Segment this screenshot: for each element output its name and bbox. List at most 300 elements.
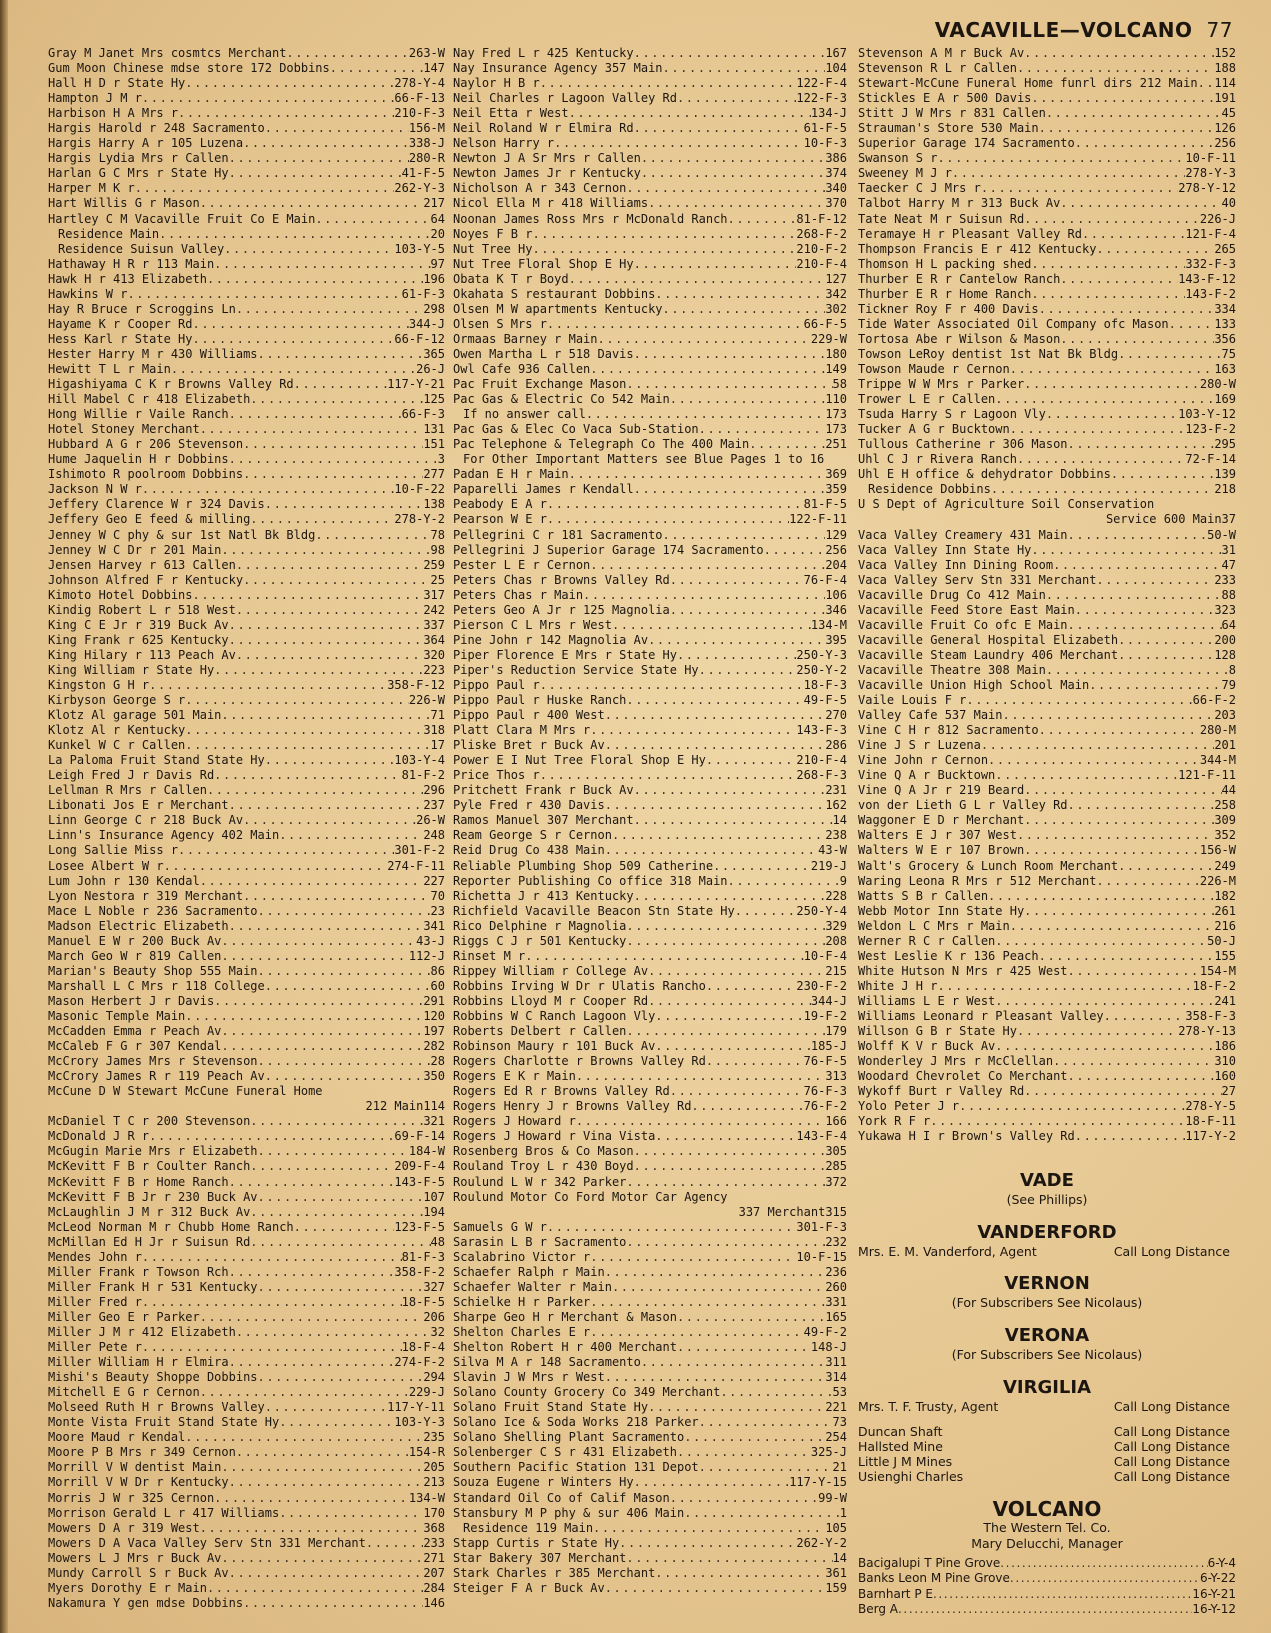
listing-name: Yukawa H I r Brown's Valley Rd <box>858 1129 1075 1144</box>
phone-number: 395 <box>825 632 847 647</box>
phone-number: 280-M <box>1199 723 1236 738</box>
header-title: VACAVILLE—VOLCANO <box>934 18 1193 42</box>
listing-name: Star Bakery 307 Merchant <box>453 1550 627 1565</box>
listing-entry <box>48 874 445 889</box>
listing-entry <box>858 528 1236 543</box>
listing-name: Pearson W E r <box>453 512 547 527</box>
phone-number: 295 <box>1214 437 1236 452</box>
listing-entry <box>48 1280 445 1295</box>
listing-name: Hawk H r 413 Elizabeth <box>48 271 207 286</box>
phone-number: 229-W <box>810 331 847 346</box>
agent-line <box>858 1399 1236 1414</box>
listing-entry <box>48 377 445 392</box>
listing-entry <box>48 889 445 904</box>
phone-number: 165 <box>825 1309 847 1324</box>
dot-leader <box>258 1054 431 1069</box>
dot-leader <box>236 1325 431 1340</box>
phone-number: 231 <box>825 783 847 798</box>
dot-leader <box>995 1039 1214 1054</box>
listing-entry <box>453 663 847 678</box>
listing-entry <box>453 919 847 934</box>
listing-name: Walters W E r 107 Brown <box>858 843 1025 858</box>
dot-leader <box>164 859 388 874</box>
listing-entry <box>453 949 847 964</box>
listing-entry <box>858 603 1236 618</box>
phone-number: 60 <box>430 978 445 993</box>
listing-name: Marian's Beauty Shop 555 Main <box>48 963 258 978</box>
dot-leader <box>764 543 826 558</box>
listing-name: Owen Martha L r 518 Davis <box>453 346 634 361</box>
phone-number: 147 <box>423 61 445 76</box>
listing-name: Hayame K r Cooper Rd <box>48 316 193 331</box>
phone-number: 129 <box>825 527 847 542</box>
listing-name: Rogers Ed R r Browns Valley Rd <box>453 1084 670 1099</box>
listing-name: Mace L Noble r 236 Sacramento <box>48 903 258 918</box>
listing-name: von der Lieth G L r Valley Rd <box>858 798 1068 813</box>
dot-leader <box>952 166 1186 181</box>
phone-number: 329 <box>825 918 847 933</box>
dot-leader <box>185 738 430 753</box>
phone-number: 191 <box>1214 91 1236 106</box>
listing-entry <box>48 1295 445 1310</box>
phone-number: 26-J <box>416 361 445 376</box>
listing-entry <box>48 1566 445 1581</box>
listing-name: Price Thos r <box>453 768 540 783</box>
phone-number: 251 <box>825 437 847 452</box>
dot-leader <box>1068 798 1215 813</box>
phone-number: 210-F-3 <box>394 106 445 121</box>
listing-name: March Geo W r 819 Callen <box>48 948 222 963</box>
listing-entry <box>48 528 445 543</box>
virgilia-entries <box>858 1424 1236 1484</box>
dot-leader <box>243 467 423 482</box>
dot-leader <box>540 678 804 693</box>
phone-number: 301-F-3 <box>796 1219 847 1234</box>
listing-entry <box>453 181 847 196</box>
listing-entry <box>48 964 445 979</box>
virgilia-entry <box>858 1424 1236 1439</box>
phone-number: 75 <box>1221 346 1236 361</box>
phone-number: 291 <box>423 993 445 1008</box>
listing-entry <box>48 558 445 573</box>
listing-name: Jackson N W r <box>48 482 142 497</box>
listing-name: Piper Florence E Mrs r State Hy <box>453 647 677 662</box>
listing-name: Peters Chas r Main <box>453 587 584 602</box>
listing-name: Neil Charles r Lagoon Valley Rd <box>453 91 677 106</box>
listing-entry <box>453 843 847 858</box>
listing-name: McCune D W Stewart McCune Funeral Home <box>48 1084 323 1099</box>
phone-number: 143-F-4 <box>796 1129 847 1144</box>
listing-name: For Other Important Matters see Blue Pages 1 to 16 <box>463 452 825 467</box>
dot-leader <box>634 257 797 272</box>
listing-entry <box>48 1144 445 1159</box>
listing-entry <box>453 257 847 272</box>
listing-name: Schaefer Ralph r Main <box>453 1264 605 1279</box>
listing-entry <box>858 1099 1236 1114</box>
listing-name: Jenney W C Dr r 201 Main <box>48 542 222 557</box>
listing-name: Ramos Manuel 307 Merchant <box>453 813 634 828</box>
listing-entry <box>48 181 445 196</box>
phone-number: 139 <box>1214 467 1236 482</box>
listing-entry <box>858 813 1236 828</box>
listing-entry <box>858 242 1236 257</box>
dot-leader <box>250 512 394 527</box>
listing-name: Walters E J r 307 West <box>858 828 1017 843</box>
dot-leader <box>547 1220 797 1235</box>
phone-number: 197 <box>423 1024 445 1039</box>
dot-leader <box>706 979 797 994</box>
phone-number: 302 <box>825 301 847 316</box>
phone-number: 143-F-3 <box>796 723 847 738</box>
dot-leader <box>135 181 395 196</box>
listing-name: Vaca Valley Inn State Hy <box>858 542 1032 557</box>
phone-number: 103-Y-12 <box>1178 407 1236 422</box>
listing-entry <box>48 1581 445 1596</box>
listing-name: Rogers Charlotte r Browns Valley Rd <box>453 1054 706 1069</box>
listing-column-2 <box>453 46 847 1596</box>
phone-number: 280-W <box>1199 377 1236 392</box>
phone-number: 260 <box>825 1279 847 1294</box>
listing-name: Marshall L C Mrs r 118 College <box>48 978 265 993</box>
listing-entry <box>48 1355 445 1370</box>
dot-leader <box>221 543 430 558</box>
listing-entry <box>453 482 847 497</box>
dot-leader <box>1024 1084 1221 1099</box>
listing-name: Nut Tree Hy <box>453 241 533 256</box>
section-volcano <box>858 1498 1236 1616</box>
dot-leader <box>171 362 416 377</box>
dot-leader <box>265 753 395 768</box>
section-note: (For Subscribers See Nicolaus) <box>951 1347 1143 1363</box>
listing-entry <box>858 1129 1236 1144</box>
phone-number: 125 <box>423 392 445 407</box>
phone-number: 334 <box>1214 301 1236 316</box>
listing-entry <box>48 1506 445 1521</box>
dot-leader <box>634 783 826 798</box>
listing-entry <box>453 151 847 166</box>
dot-leader <box>655 1129 796 1144</box>
listing-name: Roulund L W r 342 Parker <box>453 1174 627 1189</box>
phone-number: 374 <box>825 166 847 181</box>
listing-name: Kirbyson George S r <box>48 693 186 708</box>
listing-name: Jeffery Geo E feed & milling <box>48 512 251 527</box>
listing-name: Pippo Paul r 400 West <box>453 708 605 723</box>
listing-entry <box>453 1295 847 1310</box>
dot-leader <box>229 151 409 166</box>
listing-name: McDonald J R r <box>48 1129 150 1144</box>
section-title: VOLCANO <box>992 1497 1102 1522</box>
entry-name: Duncan Shaft <box>858 1424 943 1440</box>
listing-entry <box>48 693 445 708</box>
phone-number: 327 <box>423 1279 445 1294</box>
listing-name: Kimoto Hotel Dobbins <box>48 587 193 602</box>
listing-name: Pellegrini J Superior Garage 174 Sacramento <box>453 542 764 557</box>
listing-entry <box>453 1099 847 1114</box>
phone-number: 218 <box>1214 482 1236 497</box>
phone-number: 301-F-2 <box>394 843 445 858</box>
listing-name: Rouland Troy L r 430 Boyd <box>453 1159 634 1174</box>
listing-name: Waring Leona R Mrs r 512 Merchant <box>858 873 1097 888</box>
listing-entry <box>48 362 445 377</box>
listing-name: Mowers D A r 319 West <box>48 1520 200 1535</box>
listing-name: Williams Leonard r Pleasant Valley <box>858 1009 1104 1023</box>
listing-name: Hathaway H R r 113 Main <box>48 256 215 271</box>
listing-name: Johnson Alfred F r Kentucky <box>48 572 244 587</box>
phone-number: 134-M <box>810 617 847 632</box>
phone-number: 58 <box>832 377 847 392</box>
dot-leader <box>1118 648 1214 663</box>
phone-number: 121-F-4 <box>1185 226 1236 241</box>
listing-name: Neil Roland W r Elmira Rd <box>453 121 634 136</box>
listing-entry <box>453 1205 847 1220</box>
phone-number: 122-F-3 <box>796 91 847 106</box>
phone-number: 131 <box>423 422 445 437</box>
phone-number: 66-F-13 <box>394 91 445 106</box>
dot-leader <box>648 196 825 211</box>
listing-name: 337 Merchant <box>738 1204 826 1219</box>
phone-number: 173 <box>825 407 847 422</box>
phone-number: 350 <box>423 1069 445 1084</box>
listing-name: Solano County Grocery Co 349 Merchant <box>453 1385 721 1400</box>
listing-name: La Paloma Fruit Stand State Hy <box>48 753 265 768</box>
listing-name: Noonan James Ross Mrs r McDonald Ranch <box>453 211 728 226</box>
listing-name: Libonati Jos E r Merchant <box>48 798 229 813</box>
listing-name: Willson G B r State Hy <box>858 1024 1017 1039</box>
dot-leader <box>142 91 395 106</box>
dot-leader <box>330 61 424 76</box>
phone-number: 204 <box>825 557 847 572</box>
listing-entry <box>48 482 445 497</box>
listing-entry <box>453 979 847 994</box>
listing-entry <box>858 76 1236 91</box>
listing-name: Roberts Delbert r Callen <box>453 1024 627 1039</box>
dot-leader <box>605 1581 826 1596</box>
listing-entry <box>858 377 1236 392</box>
listing-name: Stickles E A r 500 Davis <box>858 91 1032 106</box>
phone-number: 10-F-4 <box>803 948 847 963</box>
phone-number: 76-F-4 <box>803 572 847 587</box>
listing-name: Miller J M r 412 Elizabeth <box>48 1324 236 1339</box>
phone-number: 120 <box>423 1009 445 1023</box>
section-title: VIRGILIA <box>1002 1377 1092 1399</box>
listing-name: Vaca Valley Creamery 431 Main <box>858 527 1068 542</box>
dot-leader <box>178 843 394 858</box>
listing-entry <box>858 588 1236 603</box>
phone-number: 112-J <box>408 948 445 963</box>
dot-leader <box>684 1430 825 1445</box>
listing-name: Peters Geo A Jr r 125 Magnolia <box>453 602 670 617</box>
virgilia-entry <box>858 1439 1236 1454</box>
phone-number: 156-W <box>1199 843 1236 858</box>
listing-entry <box>453 1009 847 1024</box>
phone-number: 210-F-2 <box>796 241 847 256</box>
listing-entry <box>453 1175 847 1190</box>
section-vernon <box>858 1273 1236 1311</box>
dot-leader <box>221 1024 423 1039</box>
listing-name: Solano Shelling Plant Sacramento <box>453 1430 685 1445</box>
phone-number: 88 <box>1221 587 1236 602</box>
dot-leader <box>265 1069 424 1084</box>
dot-leader <box>612 618 811 633</box>
phone-number: 221 <box>825 1400 847 1415</box>
phone-number: 117-Y-2 <box>1185 1129 1236 1144</box>
listing-entry <box>858 482 1236 497</box>
dot-leader <box>243 437 423 452</box>
listing-entry <box>858 1602 1236 1617</box>
listing-entry <box>453 1460 847 1475</box>
listing-entry <box>48 61 445 76</box>
dot-leader <box>1096 874 1199 889</box>
dot-leader <box>569 272 826 287</box>
listing-name: Mowers D A Vaca Valley Serv Stn 331 Merchant <box>48 1535 366 1550</box>
listing-name: Vacaville Steam Laundry 406 Merchant <box>858 647 1119 662</box>
listing-entry <box>48 813 445 828</box>
listing-entry <box>453 407 847 422</box>
entry-name: Little J M Mines <box>858 1454 953 1470</box>
dot-leader <box>229 166 402 181</box>
phone-number: 356 <box>1214 331 1236 346</box>
dot-leader <box>200 196 424 211</box>
listing-entry <box>48 1460 445 1475</box>
dot-leader <box>898 1602 1192 1617</box>
phone-number: 271 <box>423 1550 445 1565</box>
dot-leader <box>224 242 394 257</box>
listing-entry <box>858 979 1236 994</box>
dot-leader <box>178 106 394 121</box>
dot-leader <box>279 828 423 843</box>
listing-entry <box>453 1190 847 1205</box>
listing-name: Towson Maude r Cernon <box>858 361 1010 376</box>
listing-name: Shelton Robert H r 400 Merchant <box>453 1340 677 1355</box>
phone-number: 86 <box>430 963 445 978</box>
listing-name: Linn's Insurance Agency 402 Main <box>48 828 280 843</box>
listing-column-1 <box>48 46 445 1611</box>
listing-name: Rippey William r College Av <box>453 963 649 978</box>
listing-name: Towson LeRoy dentist 1st Nat Bk Bldg <box>858 346 1119 361</box>
dot-leader <box>995 934 1207 949</box>
listing-entry <box>48 272 445 287</box>
listing-entry <box>858 708 1236 723</box>
listing-name: Morrill V W dentist Main <box>48 1460 222 1475</box>
listing-entry <box>453 362 847 377</box>
listing-entry <box>48 994 445 1009</box>
listing-entry <box>48 76 445 91</box>
listing-entry <box>453 1129 847 1144</box>
listing-entry <box>858 212 1236 227</box>
listing-entry <box>858 437 1236 452</box>
phone-number: 226-W <box>408 693 445 708</box>
listing-name: Thurber E R r Cantelow Ranch <box>858 271 1061 286</box>
listing-name: Stapp Curtis r State Hy <box>453 1535 620 1550</box>
section-title: VERONA <box>1004 1325 1090 1347</box>
dot-leader <box>1000 1556 1207 1571</box>
dot-leader <box>221 934 416 949</box>
dot-leader <box>207 272 423 287</box>
dot-leader <box>221 1551 423 1566</box>
dot-leader <box>229 1175 395 1190</box>
listing-name: Harbison H A Mrs r <box>48 106 179 121</box>
listing-entry <box>453 678 847 693</box>
dot-leader <box>720 1385 832 1400</box>
dot-leader <box>243 813 416 828</box>
dot-leader <box>265 979 431 994</box>
listing-name: Nay Insurance Agency 357 Main <box>453 61 663 76</box>
dot-leader <box>229 798 424 813</box>
listing-name: Hill Mabel C r 418 Elizabeth <box>48 392 251 407</box>
phone-number: 98 <box>430 542 445 557</box>
listing-name: Trower L E r Callen <box>858 392 996 407</box>
listing-name: Riggs C J r 501 Kentucky <box>453 933 627 948</box>
phone-number: 110 <box>825 392 847 407</box>
dot-leader <box>634 121 804 136</box>
phone-number: 219-J <box>810 858 847 873</box>
dot-leader <box>981 738 1214 753</box>
listing-entry <box>48 497 445 512</box>
phone-number: 386 <box>825 151 847 166</box>
phone-number: 49-F-2 <box>803 1324 847 1339</box>
listing-name: McCaleb F G r 307 Kendal <box>48 1039 222 1054</box>
listing-entry <box>453 106 847 121</box>
dot-leader <box>258 1280 424 1295</box>
dot-leader <box>193 332 395 347</box>
listing-name: Peabody E A r <box>453 497 547 512</box>
listing-entry <box>48 1054 445 1069</box>
listing-name: Pritchett Frank r Buck Av <box>453 783 634 798</box>
dot-leader <box>598 332 811 347</box>
phone-number: 160 <box>1214 1069 1236 1084</box>
listing-name: Kunkel W C r Callen <box>48 738 186 753</box>
listing-name: Platt Clara M Mrs r <box>453 723 591 738</box>
dot-leader <box>229 618 424 633</box>
listing-name: Residence Main <box>58 226 160 241</box>
listing-entry <box>453 1024 847 1039</box>
listing-entry <box>858 362 1236 377</box>
listing-entry <box>48 904 445 919</box>
listing-name: White J H r <box>858 978 938 993</box>
dot-leader <box>1075 1129 1186 1144</box>
phone-number: 210-F-4 <box>796 256 847 271</box>
phone-number: 216 <box>1214 918 1236 933</box>
listing-entry <box>858 317 1236 332</box>
listing-entry <box>48 1039 445 1054</box>
listing-name: Trippe W W Mrs r Parker <box>858 377 1025 392</box>
listing-entry <box>453 693 847 708</box>
listing-entry <box>453 272 847 287</box>
phone-number: 169 <box>1214 392 1236 407</box>
listing-name: Strauman's Store 530 Main <box>858 121 1039 136</box>
listing-name: Mowers L J Mrs r Buck Av <box>48 1550 222 1565</box>
listing-entry <box>453 227 847 242</box>
listing-entry <box>48 347 445 362</box>
listing-column-3 <box>858 46 1236 1617</box>
listing-entry <box>48 512 445 527</box>
phone-number: 14 <box>832 813 847 828</box>
phone-number: 344-J <box>408 316 445 331</box>
listing-entry <box>453 136 847 151</box>
listing-entry <box>453 422 847 437</box>
phone-number: 21 <box>832 1460 847 1475</box>
dot-leader <box>200 874 424 889</box>
listing-name: Robbins W C Ranch Lagoon Vly <box>453 1009 656 1023</box>
dot-leader <box>229 452 438 467</box>
listing-name: Mishi's Beauty Shoppe Dobbins <box>48 1370 258 1385</box>
phone-number: 209-F-4 <box>394 1159 445 1174</box>
dot-leader <box>1031 287 1185 302</box>
listing-entry <box>858 61 1236 76</box>
listing-entry <box>453 738 847 753</box>
listing-name: York R F r <box>858 1114 931 1129</box>
phone-number: 69-F-14 <box>394 1129 445 1144</box>
